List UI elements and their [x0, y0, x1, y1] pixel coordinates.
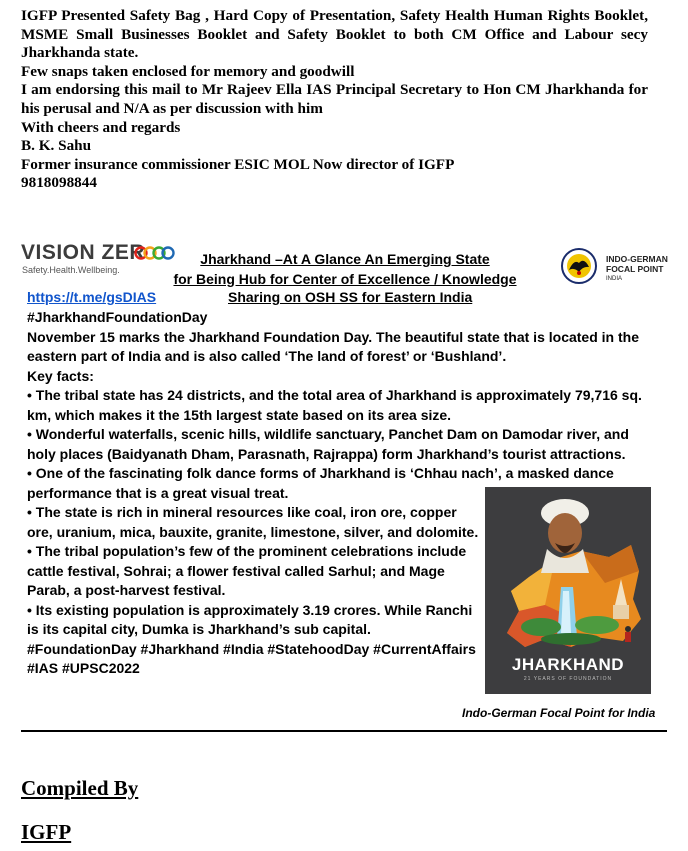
vision-zero-logo: [21, 242, 181, 276]
vision-zero-tagline: Safety.Health.Wellbeing.: [22, 265, 120, 275]
intro-closing: With cheers and regards: [21, 118, 181, 136]
hashtags-line-2: #IAS #UPSC2022: [27, 660, 140, 676]
igfp-emblem-icon: [560, 247, 598, 285]
article-title: [160, 250, 530, 289]
igfp-name: [606, 254, 668, 274]
jharkhand-poster: [485, 487, 651, 694]
telegram-link[interactable]: https://t.me/gsDIAS: [27, 289, 157, 305]
vision-zero-wordmark: VISION ZER: [21, 241, 146, 264]
hashtags-line-1: #FoundationDay #Jharkhand #India #StatehoodDay #CurrentAffairs: [27, 640, 476, 657]
intro-paragraph-endorsement: I am endorsing this mail to Mr Rajeev Ella IAS Principal Secretary to Hon CM Jharkhanda for his perusal and N/A as per discussion with him: [21, 81, 648, 117]
article-body-top: [27, 308, 657, 503]
fact-minerals: • The state is rich in mineral resources like coal, iron ore, copper ore, uranium, mica, bauxite, granite, limestone, silver, and dolomite.: [27, 504, 479, 540]
section-divider: [21, 730, 667, 732]
signature-name: B. K. Sahu: [21, 137, 92, 155]
poster-subtitle: 21 YEARS OF FOUNDATION: [523, 676, 613, 682]
compiled-by-heading: Compiled By: [21, 776, 139, 800]
fact-chhau-dance: • One of the fascinating folk dance forms of Jharkhand is ‘Chhau nach’, a masked dance performance that is a great visual treat.: [27, 465, 614, 501]
fact-districts: • The tribal state has 24 districts, and the total area of Jharkhand is approximately 79,716 sq. km, which makes it the 15th largest state based on its area size.: [27, 387, 642, 423]
article-body-bottom: [27, 503, 482, 679]
article-title-line-2: for Being Hub for Center of Excellence / Knowledge: [173, 270, 517, 287]
fact-population: • Its existing population is approximately 3.19 crores. While Ranchi is its capital city, Dumka is Jharkhand’s sub capital.: [27, 601, 473, 637]
igfp-name-line-2: FOCAL POINT: [606, 264, 664, 274]
article-title-line-1: Jharkhand –At A Glance An Emerging State: [200, 251, 490, 267]
igfp-logo: [560, 247, 670, 289]
hashtag-foundation-day: #JharkhandFoundationDay: [27, 309, 208, 325]
email-body: [21, 7, 648, 193]
fact-tourism: • Wonderful waterfalls, scenic hills, wildlife sanctuary, Panchet Dam on Damodar river, and holy places (Baidyanath Dham, Parasnath, Rajrappa) form Jharkhand’s tourist attractions.: [27, 426, 629, 462]
poster-title: JHARKHAND: [511, 655, 625, 674]
intro-paragraph-snaps: Few snaps taken enclosed for memory and goodwill: [21, 62, 355, 80]
intro-paragraph-presentation: IGFP Presented Safety Bag , Hard Copy of Presentation, Safety Health Human Rights Booklet, MSME Small Businesses Booklet and Safety Booklet to both CM Office and Labour secy Jharkhanda state.: [21, 7, 648, 62]
image-caption: Indo-German Focal Point for India: [462, 706, 656, 720]
compiler-name: IGFP: [21, 820, 72, 844]
igfp-name-line-1: INDO-GERMAN: [606, 254, 668, 264]
fact-festivals: • The tribal population’s few of the prominent celebrations include cattle festival, Sohrai; a flower festival called Sarhul; and Mage Parab, a post-harvest festival.: [27, 543, 467, 598]
key-facts-label: Key facts:: [27, 367, 94, 384]
signature-phone: 9818098844: [21, 174, 97, 192]
signature-title: Former insurance commissioner ESIC MOL Now director of IGFP: [21, 155, 455, 173]
igfp-country: INDIA: [606, 276, 623, 282]
article-title-line-3: Sharing on OSH SS for Eastern India: [228, 289, 473, 305]
article-intro: November 15 marks the Jharkhand Foundation Day. The beautiful state that is located in the eastern part of India and is also called ‘The land of forest’ or ‘Bushland’.: [27, 328, 639, 364]
